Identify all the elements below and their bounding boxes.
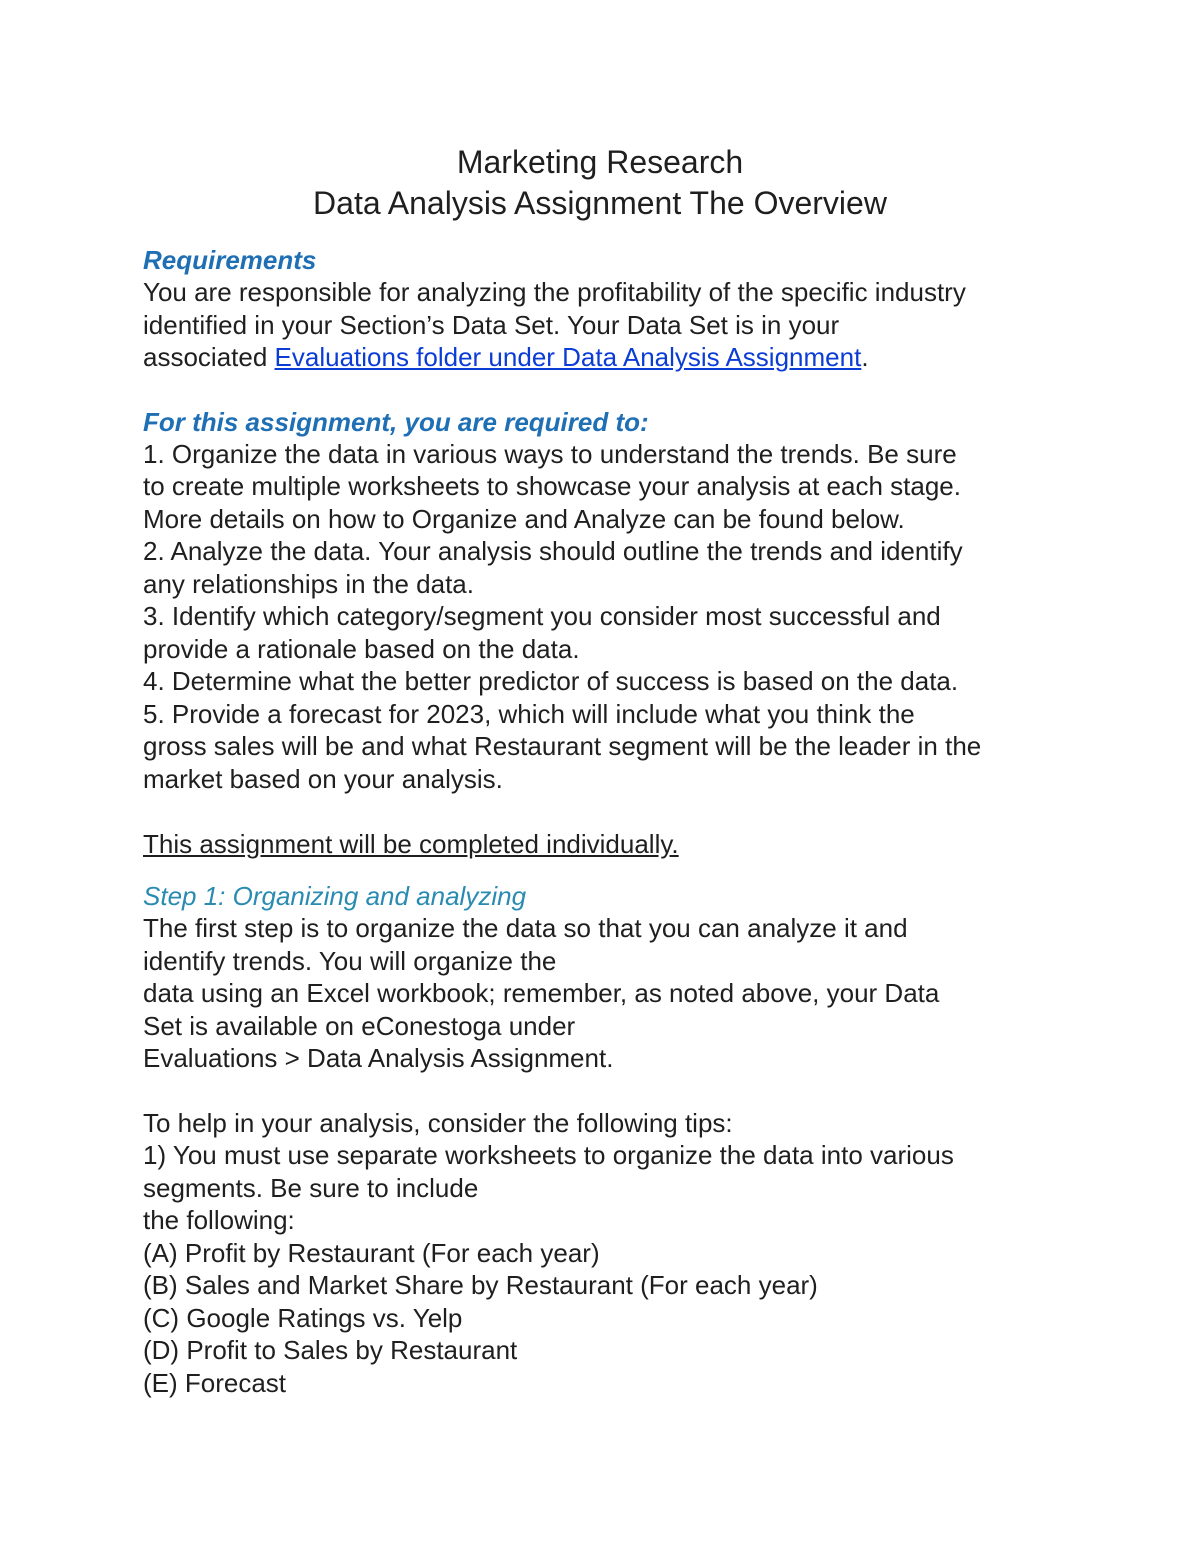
requirements-line-3-prefix: associated bbox=[143, 342, 275, 372]
assignment-line: 2. Analyze the data. Your analysis should outline the trends and identify bbox=[143, 536, 963, 566]
assignment-line: provide a rationale based on the data. bbox=[143, 633, 580, 664]
tips-line: (C) Google Ratings vs. Yelp bbox=[143, 1302, 463, 1333]
assignment-line: any relationships in the data. bbox=[143, 568, 474, 599]
step1-paragraph bbox=[143, 912, 1073, 1075]
evaluations-folder-link[interactable]: Evaluations folder under Data Analysis Assignment bbox=[274, 342, 862, 372]
assignment-line: 1. Organize the data in various ways to understand the trends. Be sure bbox=[143, 438, 957, 469]
assignment-line: More details on how to Organize and Analyze can be found below. bbox=[143, 503, 905, 534]
individual-note: This assignment will be completed individually. bbox=[143, 829, 679, 859]
spacer bbox=[143, 1075, 1073, 1107]
step1-line: identify trends. You will organize the bbox=[143, 945, 557, 976]
tips-line: (A) Profit by Restaurant (For each year) bbox=[143, 1237, 600, 1268]
requirements-paragraph bbox=[143, 276, 1073, 374]
tips-line: segments. Be sure to include bbox=[143, 1172, 479, 1203]
tips-list bbox=[143, 1107, 1073, 1400]
assignment-line: to create multiple worksheets to showcase your analysis at each stage. bbox=[143, 471, 961, 501]
assignment-heading: For this assignment, you are required to: bbox=[143, 406, 649, 437]
requirements-line-1: You are responsible for analyzing the profitability of the specific industry bbox=[143, 277, 966, 307]
tips-line: the following: bbox=[143, 1205, 295, 1235]
requirements-line-3 bbox=[143, 341, 1073, 374]
assignment-line: 5. Provide a forecast for 2023, which will include what you think the bbox=[143, 698, 915, 729]
step1-line: Evaluations > Data Analysis Assignment. bbox=[143, 1043, 614, 1073]
requirements-line-3-suffix: . bbox=[861, 342, 869, 372]
requirements-line-2: identified in your Section’s Data Set. Your Data Set is in your bbox=[143, 309, 840, 340]
tips-line: 1) You must use separate worksheets to organize the data into various bbox=[143, 1140, 954, 1170]
assignment-line: market based on your analysis. bbox=[143, 763, 503, 794]
step1-heading: Step 1: Organizing and analyzing bbox=[143, 881, 527, 911]
tips-line: (B) Sales and Market Share by Restaurant (For each year) bbox=[143, 1270, 818, 1300]
assignment-line: gross sales will be and what Restaurant segment will be the leader in the bbox=[143, 731, 982, 761]
assignment-line: 3. Identify which category/segment you consider most successful and bbox=[143, 601, 941, 631]
tips-line: (D) Profit to Sales by Restaurant bbox=[143, 1335, 518, 1365]
document-title bbox=[0, 142, 1200, 224]
title-line-2: Data Analysis Assignment The Overview bbox=[313, 185, 887, 221]
assignment-list bbox=[143, 438, 1073, 796]
tips-line: (E) Forecast bbox=[143, 1367, 287, 1398]
requirements-heading: Requirements bbox=[143, 245, 317, 275]
title-line-1: Marketing Research bbox=[456, 144, 744, 180]
step1-line: data using an Excel workbook; remember, as noted above, your Data bbox=[143, 978, 940, 1008]
step1-line: The first step is to organize the data so that you can analyze it and bbox=[143, 913, 908, 943]
step1-line: Set is available on eConestoga under bbox=[143, 1010, 576, 1041]
assignment-line: 4. Determine what the better predictor of success is based on the data. bbox=[143, 666, 959, 696]
tips-line: To help in your analysis, consider the following tips: bbox=[143, 1107, 733, 1138]
document-page bbox=[143, 142, 1073, 1399]
